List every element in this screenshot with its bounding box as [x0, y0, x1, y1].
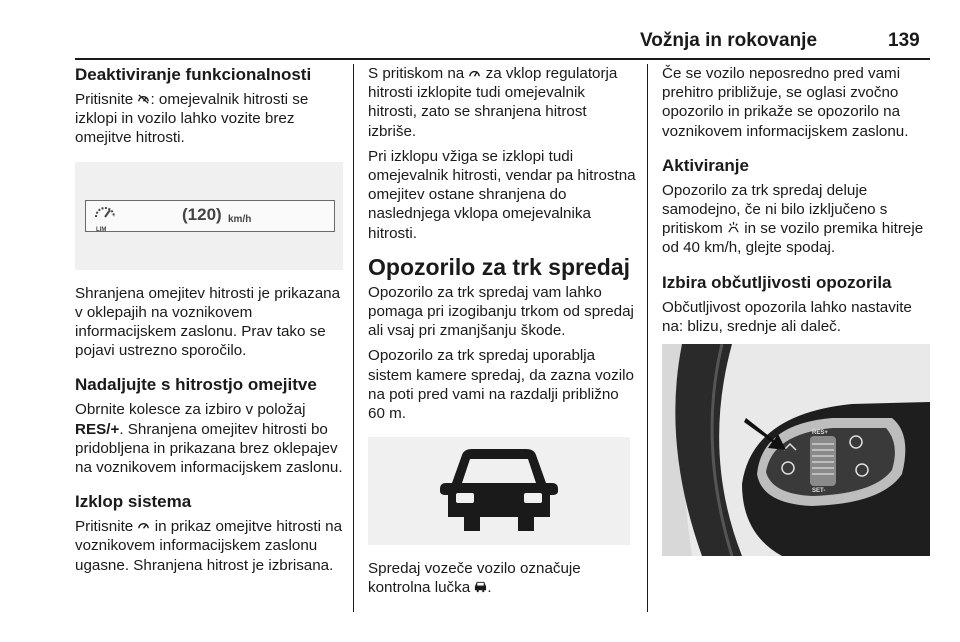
paragraph: Občutljivost opozorila lahko nastavite na: blizu, srednje ali daleč.	[662, 298, 912, 335]
vehicle-ahead-icon	[474, 580, 487, 593]
res-wheel-label: RES+	[812, 430, 828, 437]
text: . Shranjena omejitev hitrosti bo pridobljena in prikazana brez oklepajev na voznikovem informacijskem zaslonu.	[75, 420, 343, 477]
heading-sensitivity: Izbira občutljivosti opozorila	[662, 272, 892, 292]
header-rule	[75, 58, 930, 60]
paragraph	[75, 400, 343, 477]
paragraph: Opozorilo za trk spredaj uporablja sistem kamere spredaj, da zazna vozilo na poti pred vami na razdalji približno 60 m.	[368, 347, 634, 423]
text: Pritisnite	[75, 91, 138, 108]
cruise-control-icon	[468, 66, 481, 79]
steering-wheel-photo	[662, 344, 930, 556]
heading-deactivate: Deaktiviranje funkcionalnosti	[75, 65, 312, 84]
collision-warning-button-icon	[727, 221, 740, 234]
column-2	[368, 64, 636, 604]
paragraph: Shranjena omejitev hitrosti je prikazana v oklepajih na voznikovem informacijskem zaslonu. Prav tako se pojavi ustrezno sporočilo.	[75, 284, 341, 360]
res-label: RES/+	[75, 420, 120, 438]
text: .	[487, 579, 492, 597]
heading-off: Izklop sistema	[75, 492, 192, 512]
paragraph	[75, 517, 343, 575]
heading-fcw: Opozorilo za trk spredaj	[368, 253, 630, 280]
text: Obrnite kolesce za izbiro v položaj	[75, 401, 306, 419]
paragraph	[75, 90, 343, 148]
paragraph	[368, 64, 636, 141]
speed-display-figure	[75, 162, 343, 270]
column-3	[662, 64, 930, 556]
column-separator	[647, 64, 648, 612]
text: Spredaj vozeče vozilo označuje kontrolna lučka	[368, 560, 581, 597]
paragraph: Če se vozilo neposredno pred vami prehitro približuje, se oglasi zvočno opozorilo in prikaže se opozorilo na voznikovem informacijskem zaslonu.	[662, 65, 909, 140]
speed-limiter-icon	[137, 92, 150, 105]
heading-activation: Aktiviranje	[662, 155, 749, 175]
vehicle-ahead-figure	[368, 437, 630, 545]
running-header-title: Vožnja in rokovanje	[640, 30, 818, 51]
vehicle-ahead-icon	[438, 445, 560, 537]
text: in prikaz omejitve hitrosti na voznikovem informacijskem zaslonu ugasne. Shranjena hitrost je izbrisana.	[75, 518, 343, 574]
heading-continue: Nadaljujte s hitrostjo omejitve	[75, 375, 317, 395]
column-separator	[353, 64, 354, 612]
paragraph	[368, 559, 636, 597]
speed-limiter-icon	[137, 519, 150, 532]
steering-wheel-illustration	[662, 344, 930, 556]
text: in se vozilo premika hitreje od 40 km/h, glejte spodaj.	[662, 220, 924, 257]
page-number: 139	[888, 30, 920, 51]
text: : omejevalnik hitrosti se izklopi in vozilo lahko vozite brez omejitve hitrosti.	[75, 91, 309, 147]
text: za vklop regulatorja hitrosti izklopite tudi omejevalnik hitrosti, zato se shranjena hitrost izbriše.	[368, 65, 618, 140]
text: Opozorilo za trk spredaj deluje samodejno, če ni bilo izključeno s pritiskom	[662, 181, 888, 238]
speed-unit: km/h	[228, 213, 252, 225]
text: S pritiskom na	[368, 65, 469, 82]
text: Pritisnite	[75, 518, 138, 536]
paragraph: Pri izklopu vžiga se izklopi tudi omejevalnik hitrosti, vendar pa hitrostna omejitev ostane shranjena do naslednjega vklopa omejevalnika hitrosti.	[368, 147, 636, 242]
stored-speed-value: (120)	[182, 204, 222, 224]
paragraph	[662, 181, 930, 258]
paragraph: Opozorilo za trk spredaj vam lahko pomaga pri izogibanju trkom od spredaj ali vsaj pri zmanjšanju škode.	[368, 283, 634, 340]
column-1	[75, 64, 343, 581]
driver-info-display	[85, 200, 335, 232]
set-wheel-label: SET-	[812, 488, 826, 495]
lim-badge: LIM	[96, 226, 107, 233]
